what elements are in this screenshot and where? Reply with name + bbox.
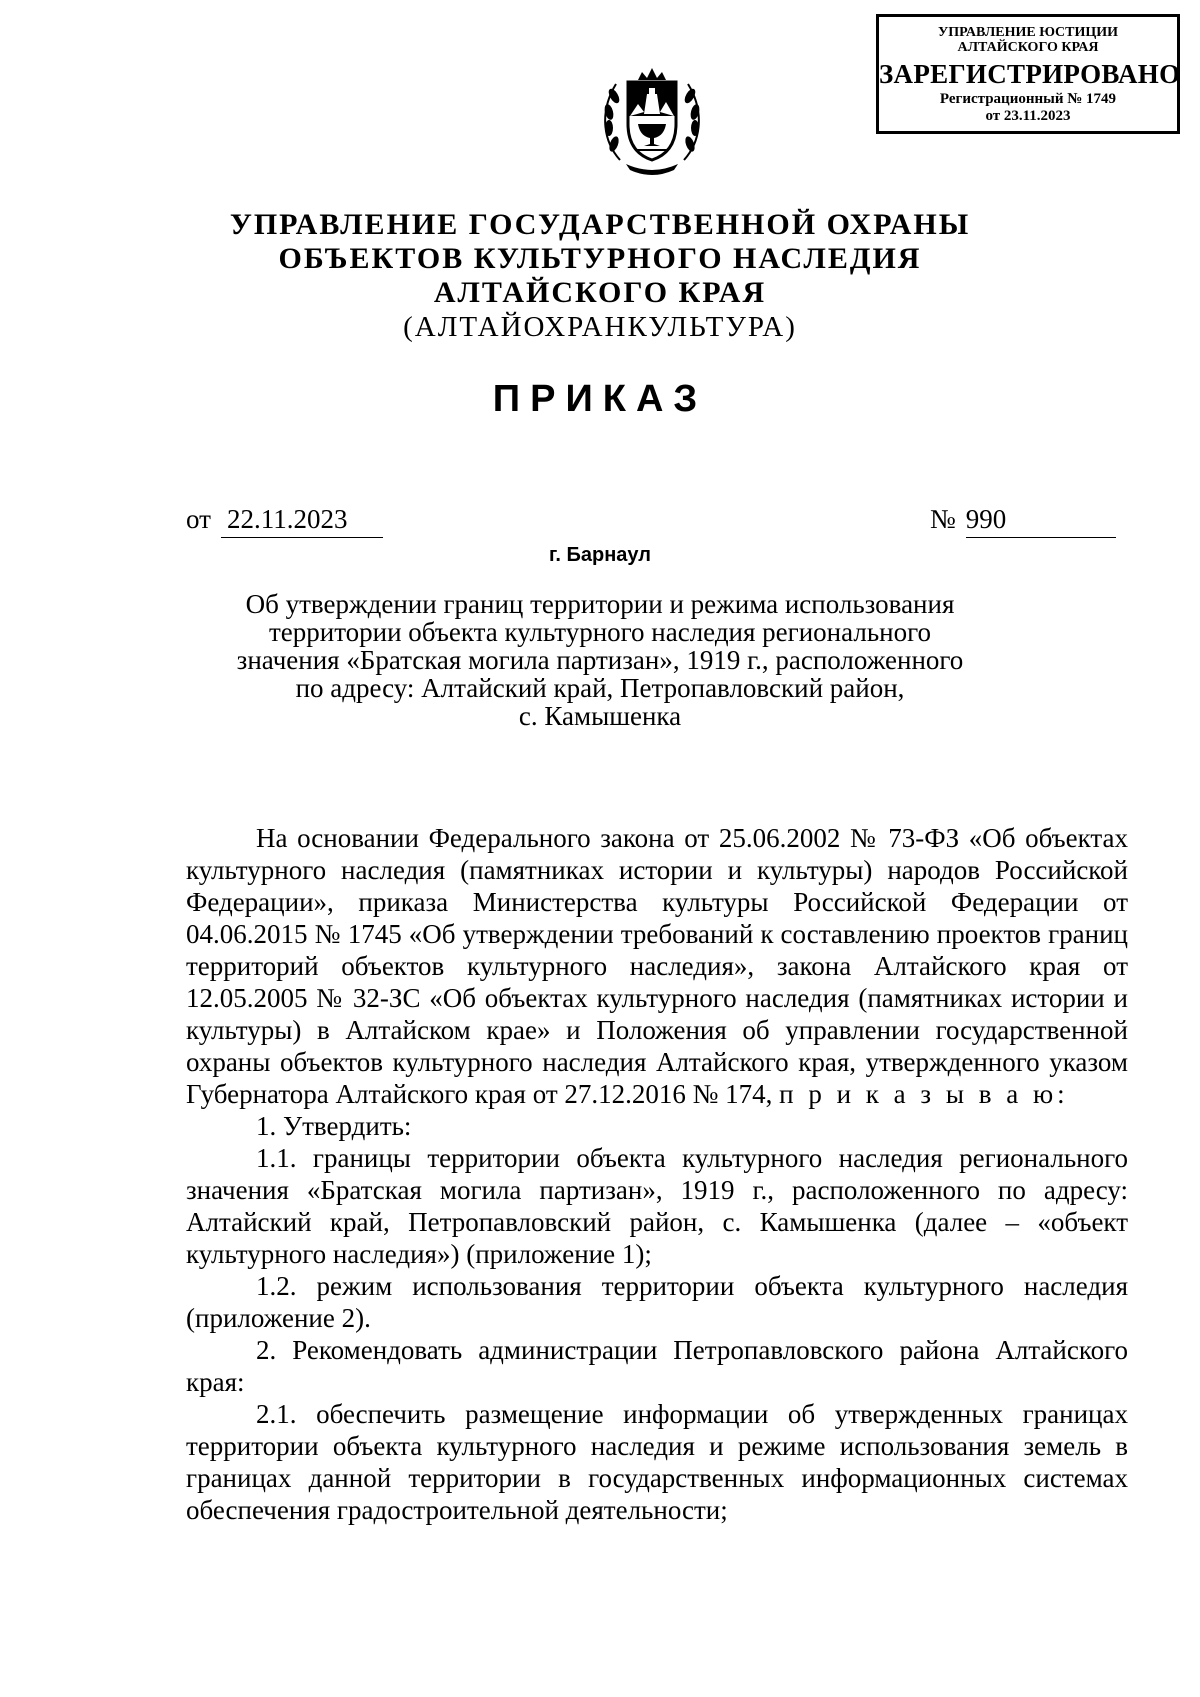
item-1-2: 1.2. режим использования территории объекта культурного наследия (приложение 2). [186,1271,1128,1333]
subject-line: с. Камышенка [518,701,682,731]
agency-name-line: УПРАВЛЕНИЕ ГОСУДАРСТВЕННОЙ ОХРАНЫ [229,208,971,241]
order-number-row [930,504,1116,538]
subject-line: по адресу: Алтайский край, Петропавловский район, [295,673,905,703]
agency-name [0,208,1200,310]
item-1-1: 1.1. границы территории объекта культурного наследия регионального значения «Братская могила партизан», 1919 г., расположенного по адресу: Алтайский край, Петропавловский район, с. Камышенка (далее – «объект культурного наследия») (приложение 1); [186,1143,1128,1269]
stamp-reg-number: Регистрационный № 1749 [939,91,1117,107]
subject-line: территории объекта культурного наследия регионального [268,617,931,647]
item-2-1: 2.1. обеспечить размещение информации об утвержденных границах территории объекта культурного наследия и режиме использования земель в границах данной территории в государственных информационных системах обеспечения градостроительной деятельности; [186,1399,1128,1525]
agency-abbreviation: (АЛТАЙОХРАНКУЛЬТУРА) [403,311,797,343]
agency-name-line: АЛТАЙСКОГО КРАЯ [433,276,767,309]
order-date: 22.11.2023 [221,504,383,538]
stamp-reg-date: от 23.11.2023 [985,108,1071,124]
stamp-org-line2: АЛТАЙСКОГО КРАЯ [957,40,1099,55]
order-date-row [186,504,383,538]
stamp-status: ЗАРЕГИСТРИРОВАНО [879,59,1181,89]
date-prefix: от [186,504,211,534]
order-body [186,822,1128,1526]
number-prefix: № [930,504,956,534]
subject-line: значения «Братская могила партизан», 1919 г., расположенного [236,645,964,675]
preamble-text: На основании Федерального закона от 25.06.2002 № 73-ФЗ «Об объектах культурного наследия (памятниках истории и культуры) народов Российской Федерации», приказа Министерства культуры Российской Федерации от 04.06.2015 № 1745 «Об утверждении требований к составлению проектов границ территорий объектов культурного наследия», закона Алтайского края от 12.05.2005 № 32-ЗС «Об объектах культурного наследия (памятниках истории и культуры) в Алтайском крае» и Положения об управлении государственной охраны объектов культурного наследия Алтайского края, утвержденного указом Губернатора Алтайского края от 27.12.2016 № 174, [186,823,1128,1109]
stamp-org-line1: УПРАВЛЕНИЕ ЮСТИЦИИ [938,25,1118,40]
item-2: 2. Рекомендовать администрации Петропавловского района Алтайского края: [186,1335,1128,1397]
document-type-title: ПРИКАЗ [492,378,708,420]
city: г. Барнаул [549,544,651,566]
agency-name-line: ОБЪЕКТОВ КУЛЬТУРНОГО НАСЛЕДИЯ [278,242,922,275]
altai-krai-coat-of-arms-icon [592,60,712,180]
order-number: 990 [966,504,1116,538]
subject-line: Об утверждении границ территории и режима использования [245,589,955,619]
item-1: 1. Утвердить: [256,1111,412,1141]
order-word: п р и к а з ы в а ю: [779,1079,1069,1109]
registration-stamp [876,14,1180,134]
preamble-paragraph [186,822,1128,1110]
order-subject [220,590,980,730]
